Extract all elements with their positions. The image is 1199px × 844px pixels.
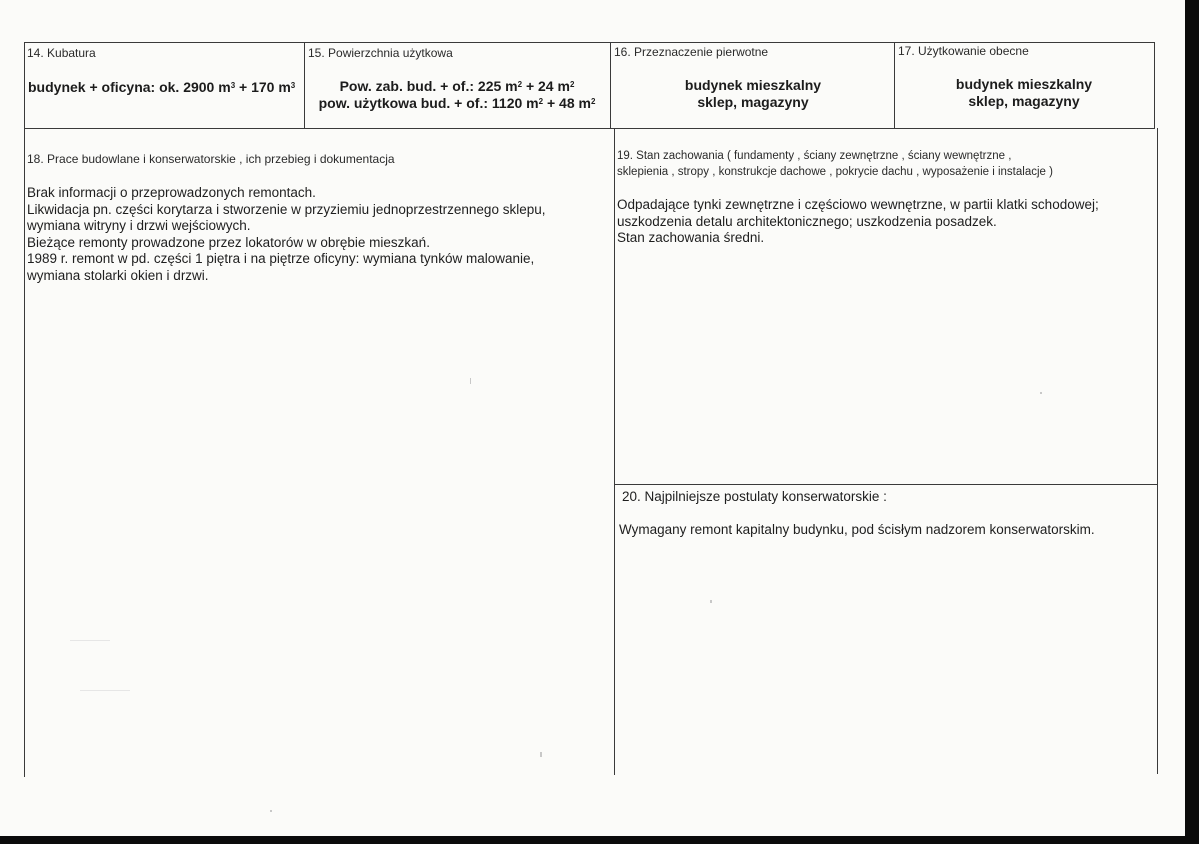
scan-edge-bottom xyxy=(0,836,1199,844)
col-divider-14-15 xyxy=(304,42,305,128)
stan-text xyxy=(617,197,1099,247)
scan-speck xyxy=(710,600,712,603)
powierzchnia-label: 15. Powierzchnia użytkowa xyxy=(308,46,453,60)
prace-line-4: Bieżące remonty prowadzone przez lokatorów w obrębie mieszkań. xyxy=(27,234,430,250)
table-right-border-lower xyxy=(1157,128,1158,774)
scan-speck xyxy=(540,752,542,757)
stan-label-line-1: 19. Stan zachowania ( fundamenty , ściany zewnętrzne , ściany wewnętrzne , xyxy=(617,150,1012,162)
przeznaczenie-label: 16. Przeznaczenie pierwotne xyxy=(614,45,769,59)
scan-speck xyxy=(270,810,272,812)
stan-label xyxy=(617,148,1053,180)
prace-text xyxy=(27,185,545,284)
postulaty-label: 20. Najpilniejsze postulaty konserwatorskie : xyxy=(622,489,887,504)
col-divider-main xyxy=(610,42,611,128)
uzytkowanie-value xyxy=(896,76,1152,110)
stan-line-3: Stan zachowania średni. xyxy=(617,230,765,245)
przeznaczenie-line-1: budynek mieszkalny xyxy=(684,77,822,93)
scan-speck xyxy=(80,690,130,691)
uzytkowanie-line-2: sklep, magazyny xyxy=(968,93,1080,109)
postulaty-text: Wymagany remont kapitalny budynku, pod ścisłym nadzorem konserwatorskim. xyxy=(619,522,1095,537)
scan-speck xyxy=(470,378,471,384)
przeznaczenie-line-2: sklep, magazyny xyxy=(697,94,809,110)
prace-line-2: Likwidacja pn. części korytarza i stworzenie w przyziemiu jednoprzestrzennego sklepu, xyxy=(27,201,546,217)
uzytkowanie-line-1: budynek mieszkalny xyxy=(955,76,1093,92)
table-top-border xyxy=(24,42,1154,43)
section-20-top-border xyxy=(614,484,1157,485)
table-right-border xyxy=(1154,42,1155,129)
kubatura-label: 14. Kubatura xyxy=(27,46,96,60)
col-divider-16-17 xyxy=(894,42,895,128)
col-divider-18-19 xyxy=(614,128,615,775)
prace-label: 18. Prace budowlane i konserwatorskie , ich przebieg i dokumentacja xyxy=(27,152,395,166)
scan-edge-right xyxy=(1185,0,1199,844)
stan-line-1: Odpadające tynki zewnętrzne i częściowo wewnętrzne, w partii klatki schodowej; xyxy=(617,197,1099,212)
stan-line-2: uszkodzenia detalu architektonicznego; uszkodzenia posadzek. xyxy=(617,213,997,229)
scan-speck xyxy=(1040,392,1042,394)
prace-line-6: wymiana stolarki okien i drzwi. xyxy=(27,267,209,283)
prace-line-1: Brak informacji o przeprowadzonych remontach. xyxy=(27,185,316,200)
uzytkowanie-label: 17. Użytkowanie obecne xyxy=(898,44,1029,58)
stan-label-line-2: sklepienia , stropy , konstrukcje dachowe , pokrycie dachu , wyposażenie i instalacje ) xyxy=(617,166,1053,178)
powierzchnia-line-2: pow. użytkowa bud. + of.: 1120 $m^2 + 48$ $m^2$ xyxy=(318,95,596,111)
kubatura-value: budynek + oficyna: ok. 2900 $m^3 + 170$ $m^3$ xyxy=(28,79,296,95)
scan-speck xyxy=(70,640,110,641)
table-left-border xyxy=(24,42,25,777)
prace-line-5: 1989 r. remont w pd. części 1 piętra i na piętrze oficyny: wymiana tynków malowanie, xyxy=(27,251,535,266)
powierzchnia-line-1: Pow. zab. bud. + of.: 225 $m^2 + 24$ $m^2$ xyxy=(339,78,575,94)
przeznaczenie-value xyxy=(612,77,894,111)
row1-bottom-border xyxy=(24,128,1155,129)
powierzchnia-value xyxy=(306,78,608,112)
prace-line-3: wymiana witryny i drzwi wejściowych. xyxy=(27,218,251,233)
